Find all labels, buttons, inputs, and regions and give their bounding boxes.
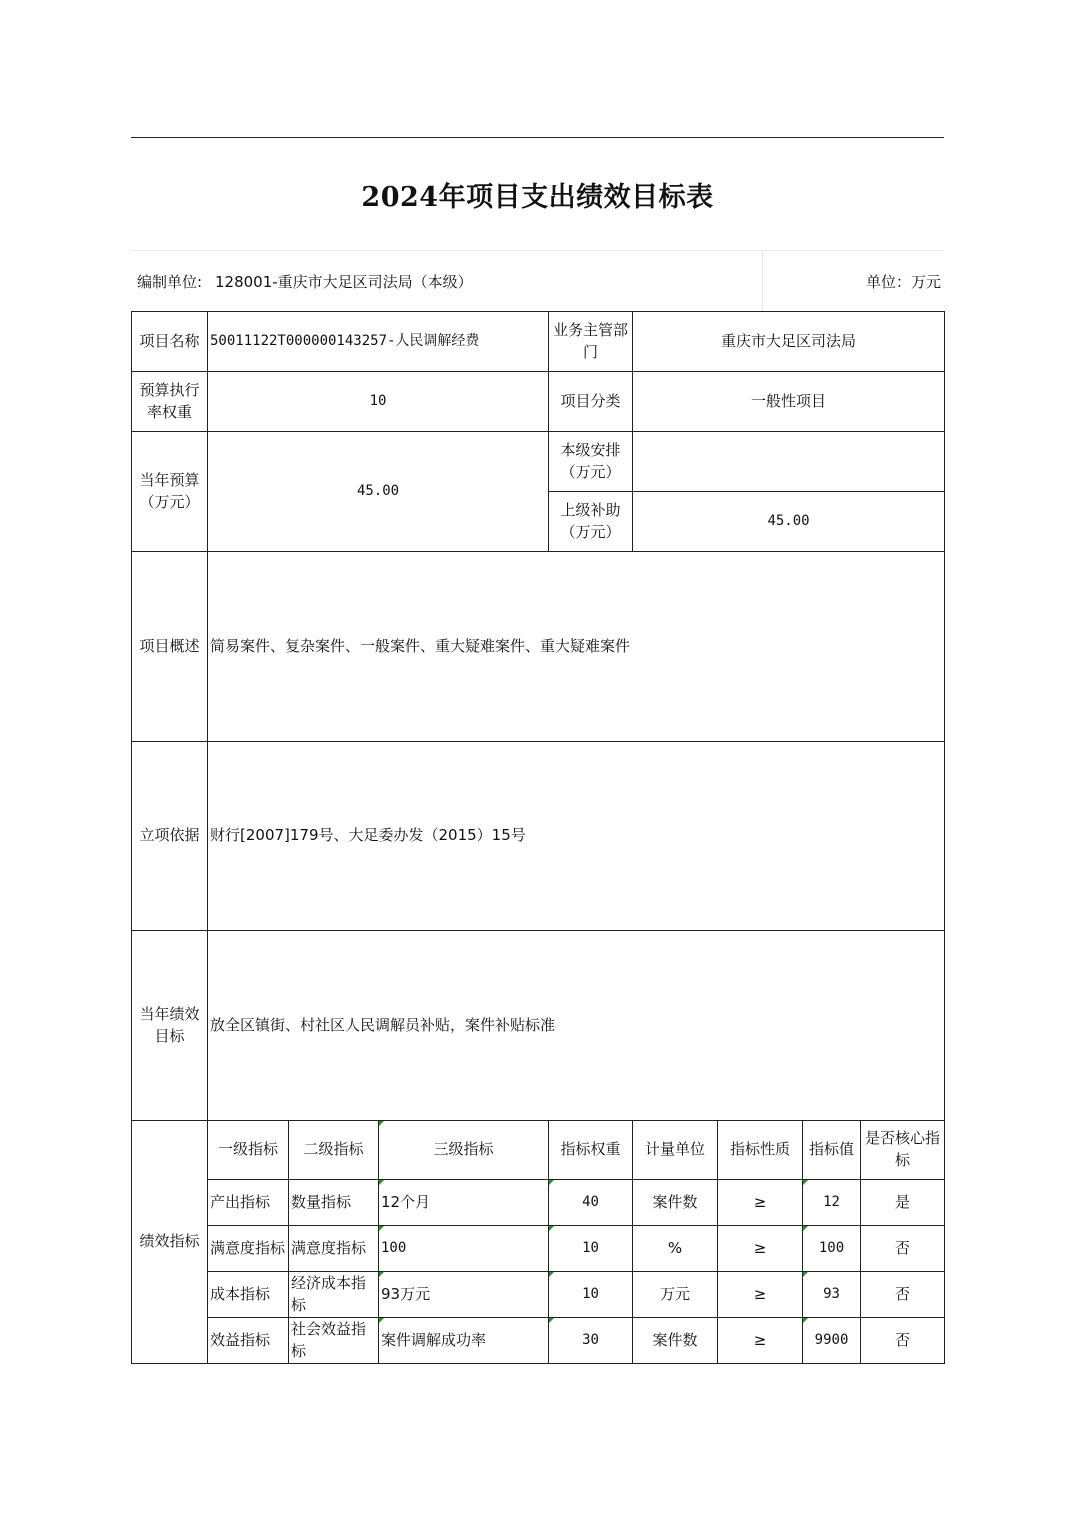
row-core: 否 [861, 1226, 945, 1272]
overview-label: 项目概述 [132, 552, 208, 742]
row-level1: 产出指标 [208, 1180, 289, 1226]
category-value: 一般性项目 [633, 372, 945, 432]
row-nature: ≥ [718, 1318, 803, 1364]
category-label: 项目分类 [549, 372, 633, 432]
row-level1: 满意度指标 [208, 1226, 289, 1272]
row-value: 12 [803, 1180, 861, 1226]
row-nature: ≥ [718, 1180, 803, 1226]
compiling-unit-value: 128001-重庆市大足区司法局（本级） [215, 272, 473, 291]
currency-unit: 单位：万元 [762, 251, 944, 311]
table-row [132, 1318, 945, 1364]
row-level3: 案件调解成功率 [379, 1318, 549, 1364]
budget-label: 当年预算（万元） [132, 432, 208, 552]
local-value [633, 432, 945, 492]
row-weight: 30 [549, 1318, 633, 1364]
weight-row [132, 372, 945, 432]
col-nature: 指标性质 [718, 1121, 803, 1180]
row-core: 否 [861, 1318, 945, 1364]
overview-value: 简易案件、复杂案件、一般案件、重大疑难案件、重大疑难案件 [208, 552, 945, 742]
row-level3: 100 [379, 1226, 549, 1272]
row-nature: ≥ [718, 1226, 803, 1272]
project-info-table [131, 311, 945, 1364]
budget-row [132, 432, 945, 492]
row-value: 9900 [803, 1318, 861, 1364]
goal-value: 放全区镇街、村社区人民调解员补贴，案件补贴标准 [208, 931, 945, 1121]
row-unit: 案件数 [633, 1180, 718, 1226]
dept-value: 重庆市大足区司法局 [633, 312, 945, 372]
row-level3: 12个月 [379, 1180, 549, 1226]
col-core: 是否核心指标 [861, 1121, 945, 1180]
row-core: 否 [861, 1272, 945, 1318]
project-name-row [132, 312, 945, 372]
weight-value: 10 [208, 372, 549, 432]
indicator-header-row [132, 1121, 945, 1180]
row-unit: % [633, 1226, 718, 1272]
col-unit: 计量单位 [633, 1121, 718, 1180]
row-weight: 10 [549, 1226, 633, 1272]
row-unit: 万元 [633, 1272, 718, 1318]
row-level1: 成本指标 [208, 1272, 289, 1318]
upper-value: 45.00 [633, 492, 945, 552]
row-level1: 效益指标 [208, 1318, 289, 1364]
basis-row [132, 742, 945, 931]
row-value: 100 [803, 1226, 861, 1272]
performance-indicators [132, 1121, 945, 1364]
title-row [131, 137, 944, 250]
table-row [132, 1226, 945, 1272]
row-level2: 满意度指标 [289, 1226, 379, 1272]
row-nature: ≥ [718, 1272, 803, 1318]
row-level2: 经济成本指标 [289, 1272, 379, 1318]
col-level1: 一级指标 [208, 1121, 289, 1180]
row-unit: 案件数 [633, 1318, 718, 1364]
weight-label: 预算执行率权重 [132, 372, 208, 432]
project-name-value: 50011122T000000143257-人民调解经费 [208, 312, 549, 372]
local-label: 本级安排（万元） [549, 432, 633, 492]
row-weight: 40 [549, 1180, 633, 1226]
row-level3: 93万元 [379, 1272, 549, 1318]
budget-value: 45.00 [208, 432, 549, 552]
project-name-label: 项目名称 [132, 312, 208, 372]
col-weight: 指标权重 [549, 1121, 633, 1180]
row-value: 93 [803, 1272, 861, 1318]
indicators-section-label: 绩效指标 [132, 1121, 208, 1364]
dept-label: 业务主管部门 [549, 312, 633, 372]
goal-row [132, 931, 945, 1121]
overview-row [132, 552, 945, 742]
basis-label: 立项依据 [132, 742, 208, 931]
upper-label: 上级补助（万元） [549, 492, 633, 552]
compiling-unit-label: 编制单位: [137, 272, 203, 291]
goal-label: 当年绩效目标 [132, 931, 208, 1121]
col-level3: 三级指标 [379, 1121, 549, 1180]
row-level2: 社会效益指标 [289, 1318, 379, 1364]
table-row [132, 1180, 945, 1226]
col-value: 指标值 [803, 1121, 861, 1180]
col-level2: 二级指标 [289, 1121, 379, 1180]
row-level2: 数量指标 [289, 1180, 379, 1226]
unit-row [131, 250, 944, 311]
row-weight: 10 [549, 1272, 633, 1318]
table-row [132, 1272, 945, 1318]
page-title: 2024年项目支出绩效目标表 [361, 181, 714, 213]
performance-target-sheet [131, 137, 944, 1364]
basis-value: 财行[2007]179号、大足委办发（2015）15号 [208, 742, 945, 931]
row-core: 是 [861, 1180, 945, 1226]
